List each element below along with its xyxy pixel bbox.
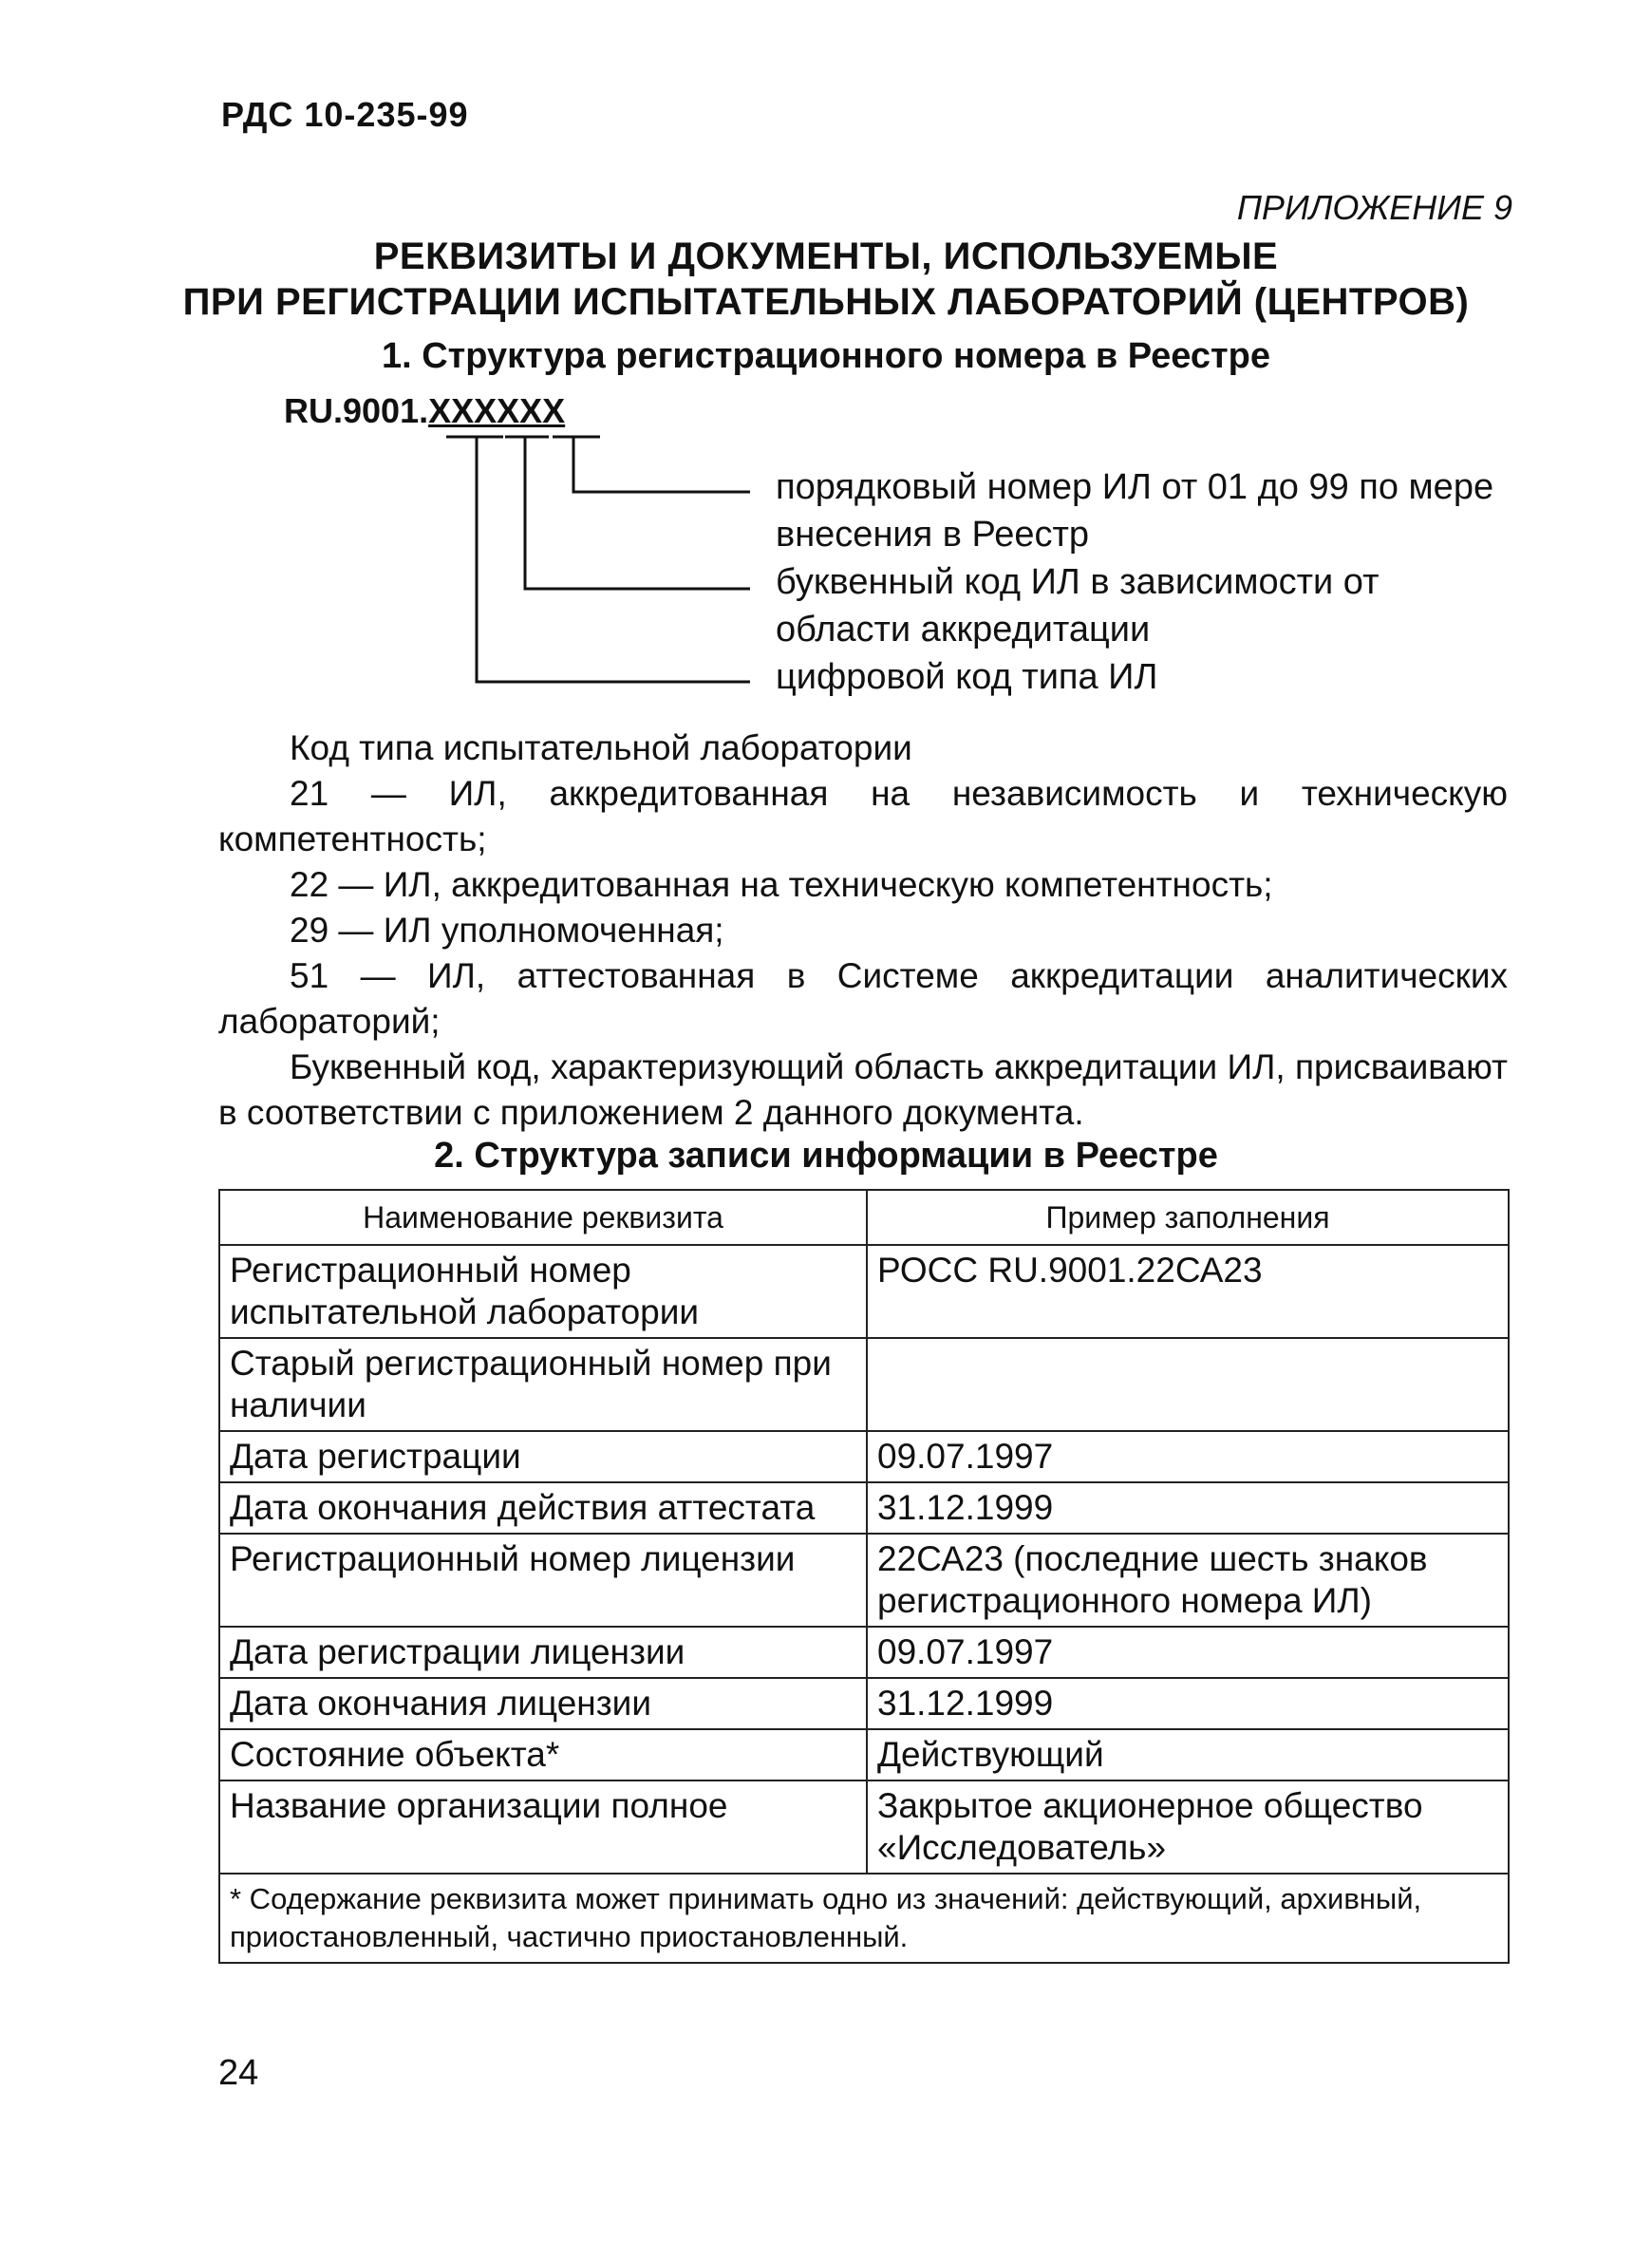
column-header: Наименование реквизита (219, 1190, 867, 1245)
regnum-placeholder: XXXXXX (428, 391, 566, 430)
legend-serial-number: порядковый номер ИЛ от 01 до 99 по мере внесения в Реестр (776, 467, 1494, 555)
table-row (219, 1245, 1509, 1338)
table-cell: Старый регистрационный номер при наличии (219, 1338, 867, 1431)
table-cell: Дата регистрации (219, 1431, 867, 1482)
document-code: РДС 10-235-99 (221, 95, 469, 134)
table-cell: Закрытое акционерное общество «Исследователь» (867, 1780, 1509, 1874)
paragraph: 22 — ИЛ, аккредитованная на техническую компетентность; (290, 865, 1273, 904)
table-cell: Регистрационный номер испытательной лаборатории (219, 1245, 867, 1338)
table-cell: 09.07.1997 (867, 1627, 1509, 1678)
column-header: Пример заполнения (867, 1190, 1509, 1245)
table-row (219, 1534, 1509, 1627)
table-cell: Дата окончания лицензии (219, 1678, 867, 1729)
bracket-type-code (477, 437, 750, 682)
table-row (219, 1338, 1509, 1431)
table-cell: 22СА23 (последние шесть знаков регистрационного номера ИЛ) (867, 1534, 1509, 1627)
page-number: 24 (218, 2053, 259, 2093)
bracket-serial (573, 437, 750, 492)
section1-heading: 1. Структура регистрационного номера в Реестре (381, 336, 1270, 376)
table-cell: Название организации полное (219, 1780, 867, 1874)
table-cell (867, 1338, 1509, 1431)
table-header-row (219, 1190, 1509, 1245)
register-record-table (218, 1189, 1510, 1964)
paragraph: Буквенный код, характеризующий область аккредитации ИЛ, присваивают в соответствии с приложением 2 данного документа. (218, 1047, 1508, 1132)
table-row (219, 1482, 1509, 1534)
table-cell: 09.07.1997 (867, 1431, 1509, 1482)
appendix-label: ПРИЛОЖЕНИЕ 9 (1236, 188, 1512, 227)
table-row (219, 1678, 1509, 1729)
table-cell: 31.12.1999 (867, 1482, 1509, 1534)
legend-letter-code: буквенный код ИЛ в зависимости от области аккредитации (776, 562, 1380, 650)
table-row (219, 1627, 1509, 1678)
regnum-prefix: RU.9001. (284, 391, 429, 430)
paragraph: Код типа испытательной лаборатории (290, 728, 912, 767)
table-cell: РОСС RU.9001.22СА23 (867, 1245, 1509, 1338)
table-row (219, 1729, 1509, 1780)
paragraph: 21 — ИЛ, аккредитованная на независимость и техническую компетентность; (218, 774, 1508, 858)
table-cell: Действующий (867, 1729, 1509, 1780)
table-cell: Дата регистрации лицензии (219, 1627, 867, 1678)
table-row (219, 1780, 1509, 1874)
legend-type-code: цифровой код типа ИЛ (776, 657, 1158, 697)
table-cell: 31.12.1999 (867, 1678, 1509, 1729)
page-title-line2: ПРИ РЕГИСТРАЦИИ ИСПЫТАТЕЛЬНЫХ ЛАБОРАТОРИЙ (ЦЕНТРОВ) (182, 281, 1470, 323)
table-cell: Дата окончания действия аттестата (219, 1482, 867, 1534)
paragraph: 29 — ИЛ уполномоченная; (290, 911, 724, 950)
bracket-letter-code (525, 437, 750, 589)
table-footnote-row (219, 1874, 1509, 1963)
section2-heading: 2. Структура записи информации в Реестре (434, 1136, 1218, 1176)
table-row (219, 1431, 1509, 1482)
table-cell: Состояние объекта* (219, 1729, 867, 1780)
table-footnote: * Содержание реквизита может принимать одно из значений: действующий, архивный, приостановленный, частично приостановленный. (219, 1874, 1509, 1963)
page-title-line1: РЕКВИЗИТЫ И ДОКУМЕНТЫ, ИСПОЛЬЗУЕМЫЕ (373, 236, 1279, 277)
table-cell: Регистрационный номер лицензии (219, 1534, 867, 1627)
paragraph: 51 — ИЛ, аттестованная в Системе аккредитации аналитических лабораторий; (218, 956, 1508, 1041)
section1-body (218, 725, 1508, 1136)
